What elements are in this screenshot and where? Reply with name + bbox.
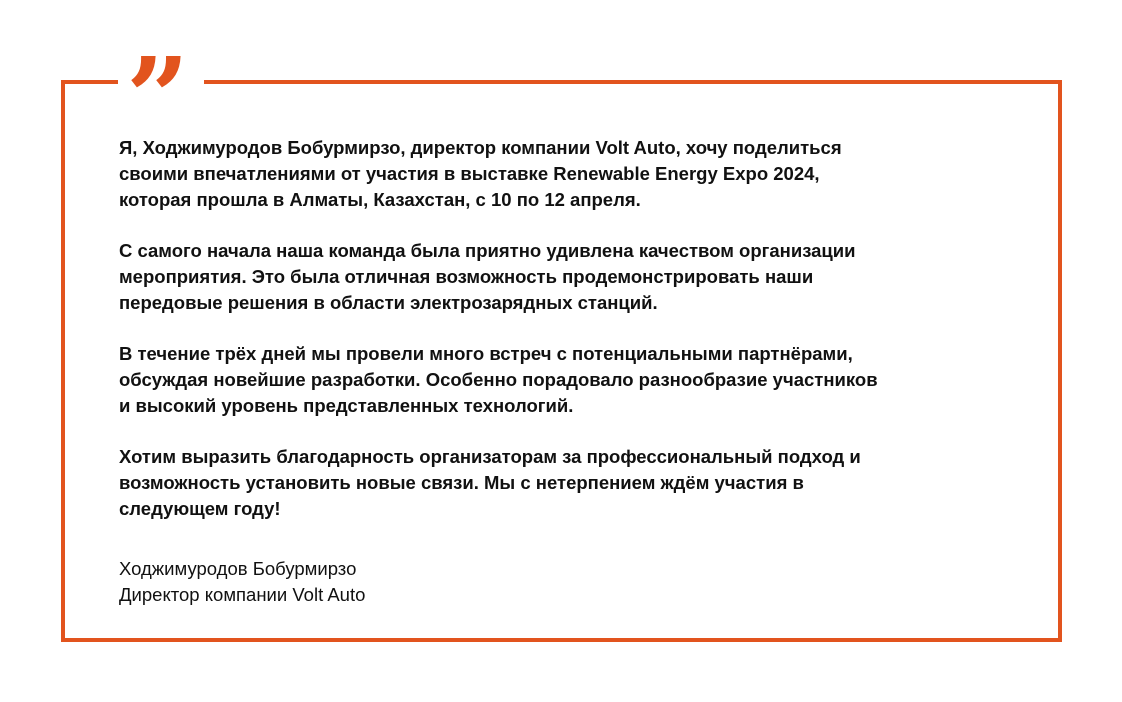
paragraph-meetings: В течение трёх дней мы провели много встреч с потенциальными партнёрами, обсуждая новейшие разработки. Особенно порадовало разнообразие участников и высокий уровень представленных технологий. [119,343,878,416]
paragraph-intro: Я, Ходжимуродов Бобурмирзо, директор компании Volt Auto, хочу поделиться своими впечатлениями от участия в выставке Renewable Energy Expo 2024, которая прошла в Алматы, Казахстан, с 10 по 12 апреля. [119,137,842,210]
signature-block [119,556,1019,608]
signature-name: Ходжимуродов Бобурмирзо [119,558,357,579]
quotation-mark-icon: ” [126,38,184,118]
paragraph-organization: С самого начала наша команда была приятно удивлена качеством организации мероприятия. Это была отличная возможность продемонстрировать наши передовые решения в области электрозарядных станций. [119,240,856,313]
paragraph-gratitude: Хотим выразить благодарность организаторам за профессиональный подход и возможность установить новые связи. Мы с нетерпением ждём участия в следующем году! [119,446,861,519]
signature-title: Директор компании Volt Auto [119,584,366,605]
testimonial-letter [119,135,1019,608]
